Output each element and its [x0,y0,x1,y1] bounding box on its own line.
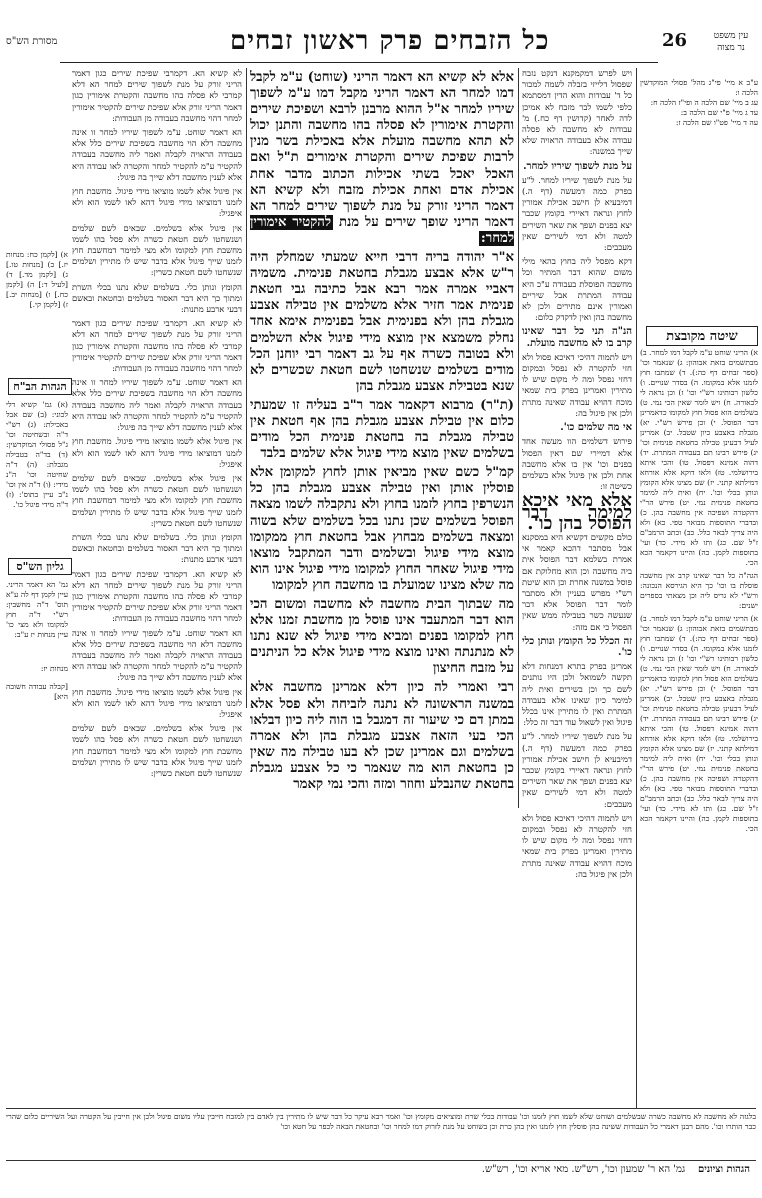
rashi-para-2-repeat-2: הא דאמר שוחט. ע"מ לשפוך שיריו למחר זו אינה מחשבה דלא הוי מחשבה בשפיכת שירים כלל אלא בעבודה הראויה לקבלה ואמר ליה מחשבה בעבודה להקטיר ע"מ להקטיר למחר והקטרה לאו עבודה היא אלא לענין מחשבה דלא שייך בה פיגול: [72,627,242,683]
gemara-tosafot-divider [518,68,519,808]
rashi-para-5: הקומץ ונותן כלי. בשלמים שלא נתנו בכלי השרת ומתוך כך היא דבר האסור בשלמים ובחטאת ובאשם דבעי ארבע מתנות: [72,281,242,315]
tosafot-dibur-1: על מנת לשפוך שיריו למחר. [523,160,632,172]
shitah-mekubetzet-title: שיטה מקובצת [646,326,758,346]
page-title: כל הזבחים פרק ראשון זבחים [230,26,550,56]
tosafot-column [522,68,632,1108]
rashi-para-2-repeat: הא דאמר שוחט. ע"מ לשפוך שיריו למחר זו אינה מחשבה דלא הוי מחשבה בשפיכת שירים כלל אלא בעבודה הראויה לקבלה ואמר ליה מחשבה בעבודה להקטיר ע"מ להקטיר למחר והקטרה לאו עבודה היא אלא לענין מחשבה דלא שייך בה פיגול: [72,377,242,433]
page-number: 26 [662,30,688,51]
tosafot-dibur-2: הנ"ה תני כל דבר שאינו קרב בו לא מחשבה מועלת. [522,326,632,349]
rashi-para-4-repeat: אין פיגול אלא בשלמים. שבאים לשם שלמים ושנשחטו לשם חטאת כשרה ולא פסל בהו לשמו מחשבת חוץ למקומו ולא מצי למימר דמחשבת חוץ לזמנו שייך פיגול אלא בדבר שיש לו מתירין ושלמים שנשחטו לשם חטאת כשרין: [72,472,242,528]
rashi-para-1-repeat-2: לא קשיא הא. דקמרבי שפיכת שירים כגון דאמר הריני זורק על מנת לשפוך שירים למחר הא דלא קמרבי לא פסלה בהו מחשבה והקטרת אימורין כגון דאמר הריני זורק אלא שפיכת שירים להקטיר אימורין למחר דהוי מחשבה בעבודה מן העבודות: [72,568,242,624]
right-margin-ein-mishpat [640,68,758,268]
tosafot-para-6: כולם מקשים דקשיא היא במסקנא אבל מסתבר דהכא קאמר אי אמרת בשלמא דבר הפוסל אית ביה מחשבה וכן הוא מחלוקת אם פוסל במשנה אחרת וכן הוא שיטת רש"י מפרש בעניין ולא מסתבר לומר דבר הפוסל אלא דבר שנעשה כשר בטבילה ממש שאין הפסול כי אם מזה: [522,531,632,632]
gemara-para-2: א"ר יהודה בריה דרבי חייא שמעתי שמחלק היה ר"ש אלא אבצע מגבלת בחטאת פנימית. משמיה דאביי אמרה אמר רבא אבל כתיבה גבי חטאת פנימית אמר חזיר אלא משלמים אין טבילה אצבע מגבלת בהן ולא בפנימית אבל בפנימית אימא אחד נחלק משמצא אין מוצא מידי פיגול אלא השלמים ולא בטובה כשרה אף על גב דאמר רבי יוחנן הכל מודים בשלמים שנשחטו לשם חטאת שכשרים לא שנא בטבילת אצבע מגבלת בהן [250,250,514,394]
mesorat-text: א) [לקמן כח: מנחות יז.] ב) [מנחות טו.] ג) [לקמן מד.] ד) [לעיל ד:] ה) [לקמן כח.] ו) [מנחות יב.] ז) [לקמן קי.] [6,250,68,309]
left-margin-small-1: מנחות יז: [40,664,68,673]
left-margin-gilyon [6,580,68,660]
gemara-para-4: קמ"ל כשם שאין מביאין אותן לחוץ למקומן אלא פוסלין אותן ואין טבילה אצבע מגבלת בהן כל הנשרפין בחוץ לזמנו בחוץ ולא נתקבלה לשמו מצאה הפוסל בשלמים שכן נתנו בכל בשלמים שלא בשוה ומצאה בשלמים מבחוץ אבל בחטאת חוץ ממקומו מוצא מידי פיגול ובשלמים ודבר המתקבל מוצאו מידי פיגול שאחר החוץ למקומו מידי פיגול אינו הוא מה שלא מצינו שמועלת בו מחשבה חוץ למקומו [250,465,514,593]
gemara-highlight: להקטיר אימורין למחר: [250,214,514,246]
gilyon-text: גמ' הא דאמר הריני. עיין לקמן דף לה ע"א תוס' ד"ה מחשבין: רש"י ד"ה חוץ למקומו ולא מצי כו' עיין מנחות יז ע"ב: [6,580,68,639]
bottom-notes: בלגזה לא מחשבה לא מחשבה כשרה שבשלמים ושוחט שלא לשמו חוץ לזמנו וכו' עבודות בכלי שרת ומוציאים מקומץ וכו' ואמר רבא עיקר כל דבר שיש לו מתירין בין לאדם בין למזבח חייבין עליו משום פיגול ולכן אין חייבין על הקטרה ועל השיריים כלום שהרי כבר הותרו וכו'. מהם רבנן דאמרי כל העבודות ששינה בהן פוסלין חוץ לזמנו ואין בהן כרת וכן בשוחט על מנת לזרוק דמו למחר וכו' ובחטאת הבאה לכפר על חטא וכו' [6,1112,756,1131]
shitah-text: א) הריני שוחט ע"מ לקבל דמו למחר. ב) מבתשמים בזאת אבוהון: ג) שנאמר וכו' (ספר זבחים דף כה:). ד) שמתבו חוץ לזמנו אלא במקומו. ה) בסדר שנויים. ו) כלשון רבותינו רש"י וכו' ז) וכן נראה לי לכאורה. ח) ויש לומר שאין הכי נמי. ט) בשלמים הוא פסול חוץ למקומו כדאמרינן דבר הפוסל. י) וכן פירש רש"י. יא) מגבלת באצבע כיון שטבל. יב) אמרינן לעיל דבעינן טבילה בחטאת פנימית וכו' יג) פירש רבינו תם בעבודה המתרת. יד) דהוה אמינא דפסול. טו) והכי איתא בירושלמי. טז) ולאו דוקא אלא אורחא דמילתא קתני. יז) שם מצינו אלא הקומץ ונותן בכלי וכו'. יח) ואית ליה למימר בחטאת פנימית נמי. יט) פירש הר"י דהקטרה ושפיכה אין מחשבה בהן. כ) ובדברי התוספות מבואר טפי. כא) ולא היה צריך לבאר כלל. כב) וכתב הרמב"ם ז"ל שם. כג) ותו לא מידי. כד) ועי' בתוספות לקמן. כה) והיינו דקאמר הכא הכי. [640,348,758,567]
tosafot-para-2: על מנת לשפוך שיריו למחר. ל"ע בפרק כמה דמעשה (דף ה.) דמיבעיא לן חישב אכילת אמורין לחוץ ונראה דאיירי בקומץ שכבר יצא בפנים ושפך את שאר השירים למטה ולא דמי לשירים שאין מעכבים: [522,174,632,253]
gemara-para-1 [250,70,514,247]
tosafot-dibur-3: אי מה שלמים כו'. [560,422,632,434]
tosafot-para-1: ויש לפרש דמקמקנא דנקט נזבח שפסול דלייזי בזבלה לשמה למכור כל ד' עבודות והוא הדין דמסתמא כלפי לשמו לבר מזבח לא אמיכן לדה לאחר (קדושין דף כח.) מ' עבודות לא מחשבה לא פסלה עבודה אלא בעבודה הראויה שלא שייך במשנה: [522,68,632,157]
rashi-para-5-repeat: הקומץ ונותן כלי. בשלמים שלא נתנו בכלי השרת ומתוך כך היא דבר האסור בשלמים ובחטאת ובאשם דבעי ארבע מתנות: [72,531,242,565]
footer-text: גמ' הא ר' שמעון וכו', רש"ש. מאי אריא וכו', רש"ש. [481,1164,686,1175]
tosafot-dibur-5: זה הכלל כל הקומץ ונותן כלי כו'. [522,635,632,658]
tosafot-para-2-repeat: על מנת לשפוך שיריו למחר. ל"ע בפרק כמה דמעשה (דף ה.) דמיבעיא לן חישב אכילת אמורין לחוץ ונראה דאיירי בקומץ שכבר יצא בפנים ושפך את שאר השירים למטה ולא דמי לשירים שאין מעכבים: [522,731,632,809]
right-margin-shitah [640,348,758,1108]
tosafot-para-4: ויש לתמוה דהיכי דאיכא פסול ולא חזי להקטרה לא נפסל ובמקום דחזי נפסל ומה לי מקום שיש לו מתירין ואמרינן בפרק בית שמאי מוכח דהויא עבודה שאינה מתרת ולכן אין פיגול בה: [522,351,632,418]
gemara-column [250,70,514,800]
tosafot-dibur-4: אלא מאי איכא למימר דבר הפוסל בהן כו'. [522,490,632,534]
tosafot-margin-divider [636,68,637,1108]
bottom-notes-divider [6,1108,756,1109]
ein-mishpat-text: ע"ב א מיי' פי"ג מהל' פסולי המוקדשין הלכה ו: עג ב מיי' שם הלכה ה ופי"ז הלכה ח: עד ג מיי' פ"י שם הלכה ב: עה ד מיי' פט"ו שם הלכה ז: [640,78,758,127]
rashi-para-3-repeat-2: אין פיגול אלא לשמו מוציאו מידי פיגול. מחשבת חוץ לזמנו דמוציאו מידי פיגול דהא לאו לשמו הוא ולא איפגיל: [72,686,242,719]
rashi-para-2: הא דאמר שוחט. ע"מ לשפוך שיריו למחר זו אינה מחשבה דלא הוי מחשבה בשפיכת שירים כלל אלא בעבודה הראויה לקבלה ואמר ליה מחשבה בעבודה להקטיר ע"מ להקטיר למחר והקטרה לאו עבודה היא אלא לענין מחשבה דלא שייך בה פיגול: [72,127,242,182]
rashi-para-4: אין פיגול אלא בשלמים. שבאים לשם שלמים ושנשחטו לשם חטאת כשרה ולא פסל בהו לשמו מחשבת חוץ למקומו ולא מצי למימר דמחשבת חוץ לזמנו שייך פיגול אלא בדבר שיש לו מתירין ושלמים שנשחטו לשם חטאת כשרין: [72,222,242,278]
left-margin-hagahot [6,400,68,550]
footer-divider [6,1160,756,1161]
left-margin-mesorat [6,250,68,370]
header-left-label: מסורת הש"ס [6,36,58,47]
gilyon-title: גליון הש"ס [8,558,72,575]
rashi-para-4-repeat-2: אין פיגול אלא בשלמים. שבאים לשם שלמים ושנשחטו לשם חטאת כשרה ולא פסל בהו לשמו מחשבת חוץ למקומו ולא מצי למימר דמחשבת חוץ לזמנו שייך פיגול אלא בדבר שיש לו מתירין ושלמים שנשחטו לשם חטאת כשרין: [72,723,242,778]
tosafot-para-4-repeat: ויש לתמוה דהיכי דאיכא פסול ולא חזי להקטרה לא נפסל ובמקום דחזי נפסל ומה לי מקום שיש לו מתירין ואמרינן בפרק בית שמאי מוכח דהויא עבודה שאינה מתרת ולכן אין פיגול בה: [522,812,632,879]
hagahot-text: (א) גמ' קשיא דלי לכוני: (ב) שם אבל באכילת: (ג) רש"י ד"ה ובשחיטה וכו' ג"ל פסולי המוקדשין: (ד) בד"ה בטבילה מגבלת: (ה) ד"ה שחיטה וכו' ה"נ מידי: (ו) ד"ה אין וכו' נ"ב עיין בתוס': (ז) ד"ה מידי פיגול כו'. [6,400,68,509]
gemara-para-3: (ת"ר) מרבוא דקאמר אמר ר"ב בעליה זו שמעתי כלום אין טבילת אצבע מגבלת בהן אף חטאת אין טבילה מגבלת בה בחטאת פנימית הכל מודים בשלמים שאין מוצא מידי פיגול אלא שלמים בלבד [250,397,514,462]
left-margin-small-2: [קבלה עבודה חשובה היא] [6,682,68,701]
rashi-para-3: אין פיגול אלא לשמו מוציאו מידי פיגול. מחשבת חוץ לזמנו דמוציאו מידי פיגול דהא לאו לשמו הוא ולא איפגיל: [72,186,242,219]
rashi-column [72,68,242,1108]
header-right-label: עין משפט נר מצוה [713,31,749,53]
hagahot-habach-title: הגהות הב"ח [8,378,72,395]
rashi-para-1-repeat: לא קשיא הא. דקמרבי שפיכת שירים כגון דאמר הריני זורק על מנת לשפוך שירים למחר הא דלא קמרבי לא פסלה בהו מחשבה והקטרת אימורין כגון דאמר הריני זורק אלא שפיכת שירים להקטיר אימורין למחר דהוי מחשבה בעבודה מן העבודות: [72,318,242,374]
rashi-para-3-repeat: אין פיגול אלא לשמו מוציאו מידי פיגול. מחשבת חוץ לזמנו דמוציאו מידי פיגול דהא לאו לשמו הוא ולא איפגיל: [72,436,242,469]
rashi-gemara-divider [246,68,247,708]
rashi-para-1: לא קשיא הא. דקמרבי שפיכת שירים כגון דאמר הריני זורק על מנת לשפוך שירים למחר הא דלא קמרבי לא פסלה בהו מחשבה והקטרת אימורין כגון דאמר הריני זורק אלא שפיכת שירים להקטיר אימורין למחר דהוי מחשבה בעבודה מן העבודות: [72,68,242,123]
tosafot-para-5: פירוש דשלמים הוו מעשה אחד אלא דמיירי שם דאין הפסול בפנים וכו' אין בו אלא מחשבה אחת ולכן אין פיגול אלא בשלמים כשיטה זו: [522,436,632,492]
shitah-text-repeat: א) הריני שוחט ע"מ לקבל דמו למחר. ב) מבתשמים בזאת אבוהון: ג) שנאמר וכו' (ספר זבחים דף כה:). ד) שמתבו חוץ לזמנו אלא במקומו. ה) בסדר שנויים. ו) כלשון רבותינו רש"י וכו' ז) וכן נראה לי לכאורה. ח) ויש לומר שאין הכי נמי. ט) בשלמים הוא פסול חוץ למקומו כדאמרינן דבר הפוסל. י) וכן פירש רש"י. יא) מגבלת באצבע כיון שטבל. יב) אמרינן לעיל דבעינן טבילה בחטאת פנימית וכו' יג) פירש רבינו תם בעבודה המתרת. יד) דהוה אמינא דפסול. טו) והכי איתא בירושלמי. טז) ולאו דוקא אלא אורחא דמילתא קתני. יז) שם מצינו אלא הקומץ ונותן בכלי וכו'. יח) ואית ליה למימר בחטאת פנימית נמי. יט) פירש הר"י דהקטרה ושפיכה אין מחשבה בהן. כ) ובדברי התוספות מבואר טפי. כא) ולא היה צריך לבאר כלל. כב) וכתב הרמב"ם ז"ל שם. כג) ותו לא מידי. כד) ועי' בתוספות לקמן. כה) והיינו דקאמר הכא הכי. [640,614,758,833]
gemara-text-1: אלא לא קשיא הא דאמר הריני (שוחט) ע"מ לקבל דמו למחר הא דאמר הריני מקבל דמו ע"מ לשפוך שיריו למחר א"ל ההוא מרבנן לרבא ושפיכת שירים והקטרת אימורין לא פסלה בהו מחשבה והתנן יכול לא תהא מחשבה מועלת אלא באכילת בשר מנין לרבות שפיכת שירים והקטרת אימורים ת"ל ואם האכל יאכל בשתי אכילות הכתוב מדבר אחת אכילת אדם ואחת אכילת מזבח ולא קשיא הא דאמר הריני זורק על מנת לשפוך שירים למחר הא דאמר הריני שופך שירים על מנת [250,70,514,230]
header-divider [60,62,658,63]
shitah-extra: הגה"ה כל דבר שאינו קרב אין מחשבה פוסלת בו וכו' כך היא הגירסא הנכונה: ורש"י לא גריס ליה וכן מצאתי בספרים ישנים: [640,571,758,610]
gemara-para-5: מה שבתוך הבית מחשבה לא מחשבה ומשום הכי הוא דבר המתעבד אינו פוסל מן מחשבת זמנו אלא חוץ למקומו בפנים ומביא מידי פיגול לא שנא נתנו לא מנתנתה ואינו מוצא מידי פיגול אלא כל הניתנים על מזבח החיצון [250,597,514,677]
tosafot-para-7: אמרינן בפרק בתרא דמנחות דלא תקשה לשמואל ולכן היו נותנים לשם כך וכן בשירים ואית ליה למימר כיון שאינו אלא בעבודה המתרת ואין לו מתירין אינו בכלל פיגול ואין לשאול עוד דבר זה כלל: [522,661,632,728]
footer [20,1164,750,1175]
footer-title: הגהות וציונים [697,1164,750,1175]
gemara-para-6: רבי ואמרי לה כיון דלא אמרינן מחשבה אלא במשנה הראשונה לא נתנה לזביחה ולא פסל אלא במתן דם כי שיעור זה דמגבל בו הוה ליה כיון דבלאו הכי בעי הזאה אצבע מגבלת בהן ולא אמרה בשלמים וגם אמרינן שכן לא בעו טבילה מה שאין כן בחטאת הוא מה שנאמר כי כל אצבע מגבלת בחטאת שהנבלע וחוזר ומזה והכי נמי קאמר [250,680,514,793]
tosafot-para-3: דקא מפסל ליה בחוץ בהאי מילי משום שהוא דבר המתיר וכל מחשבה הפוסלת בעבודה ע"כ היא עבודה המתרת אבל שיריים ואמורין אינם מתירים ולכן לא מחשבה בהן ואין לדקדק כלום: [522,256,632,323]
